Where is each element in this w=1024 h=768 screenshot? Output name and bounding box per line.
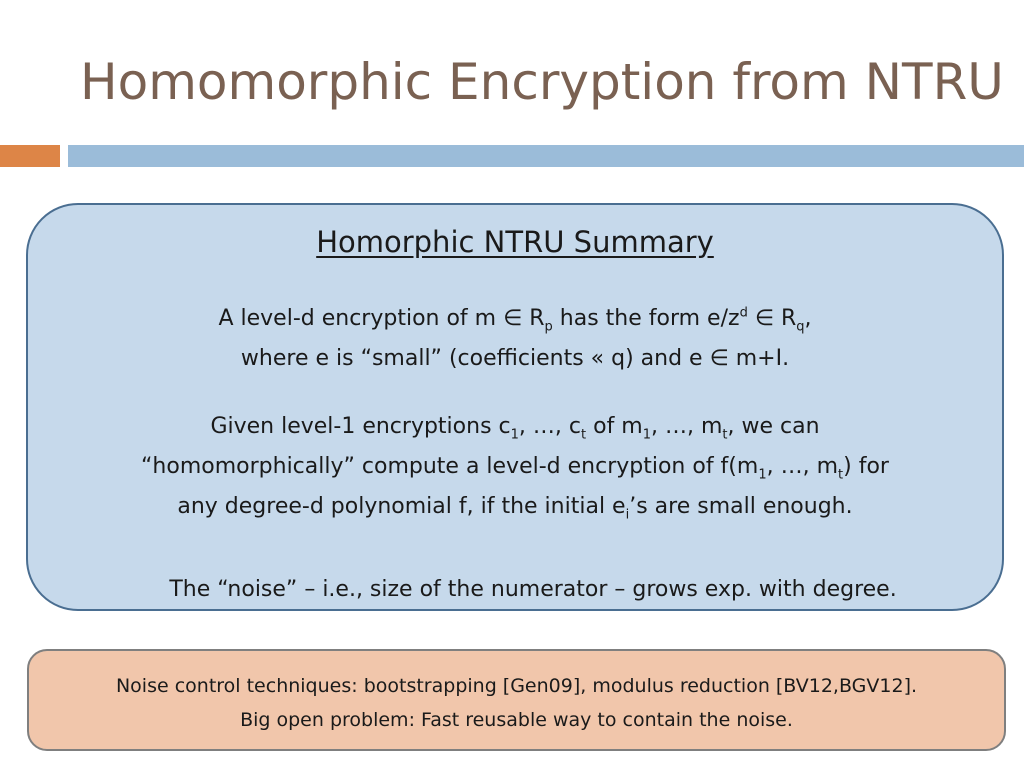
subscript: 1: [642, 427, 652, 443]
encryption-form-line-2: where e is “small” (coefficients « q) and e ∈ m+I.: [240, 346, 790, 371]
text-run: ,: [804, 306, 812, 331]
encryption-form-line-1: [28, 299, 1002, 339]
subscript: t: [581, 427, 587, 443]
subscript: t: [722, 427, 728, 443]
noise-control-techniques: Noise control techniques: bootstrapping [Gen09], modulus reduction [BV12,BGV12].: [115, 675, 918, 697]
subscript: 1: [510, 427, 519, 443]
text-run: of m: [586, 414, 643, 439]
open-problem: Big open problem: Fast reusable way to contain the noise.: [240, 709, 793, 731]
text-run: ’s are small enough.: [629, 494, 853, 519]
text-run: “homomorphically” compute a level-d encryption of f(m: [141, 454, 759, 479]
encryption-form-paragraph: [28, 299, 1002, 379]
text-run: , we can: [727, 414, 820, 439]
homomorphic-line-3: [28, 487, 1002, 527]
homomorphic-compute-paragraph: [28, 407, 1002, 527]
text-run: ) for: [843, 454, 889, 479]
summary-box: [26, 203, 1004, 611]
text-run: any degree-d polynomial f, if the initial e: [177, 494, 626, 519]
text-run: , …, m: [766, 454, 839, 479]
homomorphic-line-2: [28, 447, 1002, 487]
noise-growth-sentence: The “noise” – i.e., size of the numerator – grows exp. with degree.: [169, 577, 897, 602]
summary-heading: Homorphic NTRU Summary: [316, 225, 714, 259]
noise-control-box: [27, 649, 1006, 751]
homomorphic-line-1: [28, 407, 1002, 447]
subscript: t: [838, 467, 844, 483]
superscript: d: [739, 305, 748, 321]
subscript: i: [625, 507, 630, 523]
accent-bar-blue: [68, 145, 1024, 167]
text-run: ∈ R: [747, 306, 797, 331]
slide-title: Homomorphic Encryption from NTRU: [80, 53, 1004, 111]
subscript: 1: [758, 467, 767, 483]
text-run: Given level-1 encryptions c: [210, 414, 511, 439]
accent-bar-orange: [0, 145, 60, 167]
text-run: A level-d encryption of m ∈ R: [218, 306, 545, 331]
text-run: , …, m: [651, 414, 723, 439]
text-run: has the form e/z: [552, 306, 740, 331]
subscript: p: [544, 319, 553, 335]
subscript: q: [796, 319, 805, 335]
text-run: , …, c: [518, 414, 581, 439]
